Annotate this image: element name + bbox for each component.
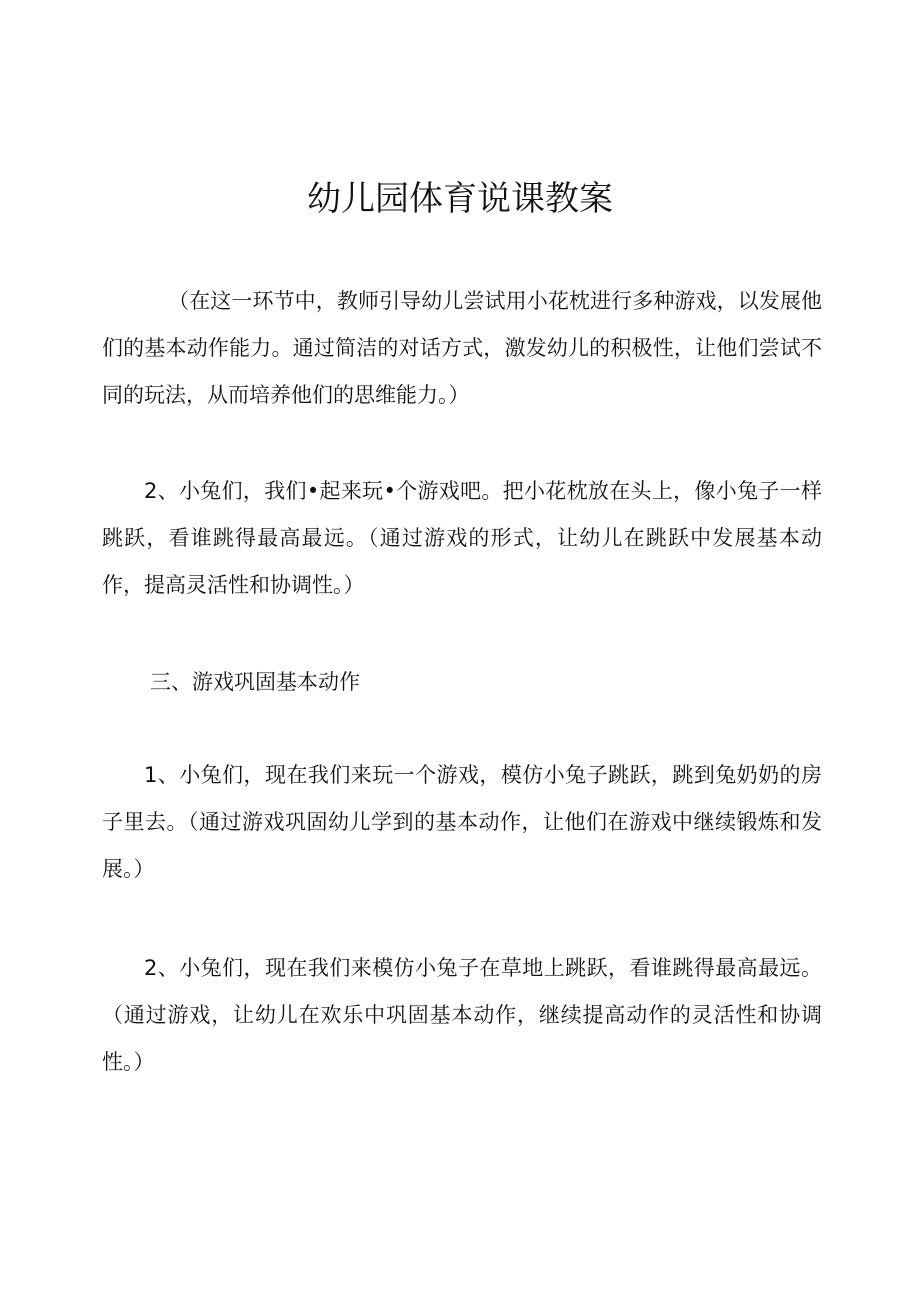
paragraph-text: （在这一环节中，教师引导幼儿尝试用小花枕进行多种游戏，以发展他们的基本动作能力。通过简洁的对话方式，激发幼儿的积极性，让他们尝试不同的玩法，从而培养他们的思维能力。）	[102, 289, 822, 407]
paragraph-step-2-grass-jump	[102, 945, 822, 1086]
paragraph-step-2-pillow-game	[102, 468, 822, 609]
paragraph-text: 2、小兔们，我们•起来玩•个游戏吧。把小花枕放在头上，像小兔子一样跳跃，看谁跳得最高最远。（通过游戏的形式，让幼儿在跳跃中发展基本动作，提高灵活性和协调性。）	[102, 479, 822, 597]
paragraph-text: 1、小兔们，现在我们来玩一个游戏，模仿小兔子跳跃，跳到兔奶奶的房子里去。（通过游戏巩固幼儿学到的基本动作，让他们在游戏中继续锻炼和发展。）	[102, 763, 822, 881]
section-heading: 三、游戏巩固基本动作	[150, 670, 360, 694]
document-title: 幼儿园体育说课教案	[307, 179, 613, 219]
paragraph-step-1-rabbit-house	[102, 752, 822, 893]
paragraph-intro-note	[102, 278, 822, 419]
paragraph-text: 2、小兔们，现在我们来模仿小兔子在草地上跳跃，看谁跳得最高最远。（通过游戏，让幼儿在欢乐中巩固基本动作，继续提高动作的灵活性和协调性。）	[102, 956, 822, 1074]
